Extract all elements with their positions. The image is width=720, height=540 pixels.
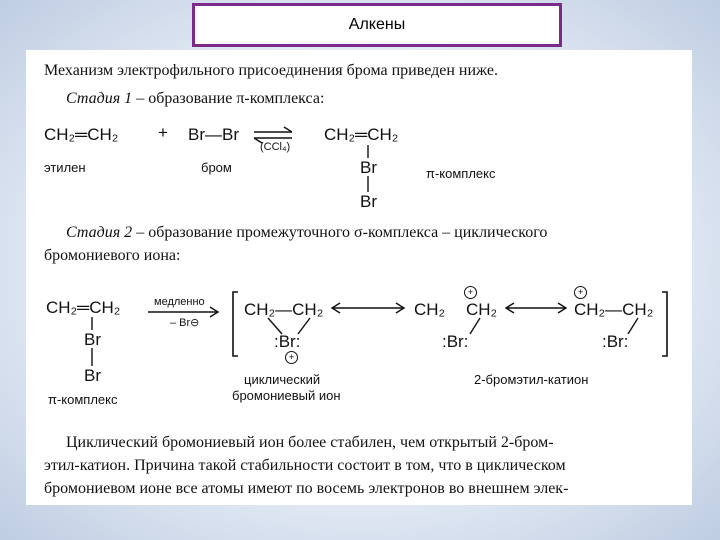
ethylene-label: этилен (44, 160, 86, 175)
cation1-c1: CH₂ (414, 300, 446, 319)
stage1-text: – образование π-комплекса: (132, 90, 325, 107)
cyclic-ion-carbons: CH₂—CH₂ (244, 300, 324, 319)
pi-complex-formula: CH₂═CH₂ (46, 298, 121, 317)
stage1-label: Стадия 1 (66, 90, 133, 107)
cyclic-ion-bromine: :Br: (274, 332, 301, 351)
solvent-label: (CCl₄) (260, 141, 291, 153)
footer-line-1: Циклический бромониевый ион более стабилен, чем открытый 2-бром- (66, 434, 554, 451)
stage2-text: – образование промежуточного σ-комплекса – циклического (132, 224, 548, 241)
slow-step-label: медленно (154, 296, 205, 308)
ethylene-formula: CH₂═CH₂ (44, 125, 119, 144)
cyclic-ion-caption-2: бромониевый ион (232, 388, 341, 403)
pi-complex-br1: Br (360, 158, 377, 177)
pi-complex-product: CH₂═CH₂ (324, 125, 399, 144)
textbook-scan (26, 50, 692, 505)
plus-sign: + (158, 123, 168, 142)
stage2-continuation: бромониевого иона: (44, 247, 181, 264)
pi-complex-br-lower: Br (84, 366, 101, 385)
pi-complex-br2: Br (360, 192, 377, 211)
slide-title: Алкены (348, 16, 406, 33)
bromoethyl-cation-caption: 2-бромэтил-катион (474, 372, 589, 387)
intro-sentence: Механизм электрофильного присоединения брома приведен ниже. (44, 62, 498, 79)
cyclic-positive-charge: + (285, 351, 298, 364)
stage2-label: Стадия 2 (66, 224, 133, 241)
pi-complex-br-upper: Br (84, 330, 101, 349)
bromine-formula: Br—Br (188, 125, 239, 144)
bromine-label: бром (201, 160, 232, 175)
footer-line-3: бромониевом ионе все атомы имеют по восемь электронов во внешнем элек- (44, 480, 569, 497)
stage1-heading (66, 90, 324, 108)
cation2-positive-charge: + (574, 286, 587, 299)
cation1-bromine: :Br: (442, 332, 469, 351)
pi-complex-label: π-комплекс (426, 166, 496, 181)
cation2-carbons: CH₂—CH₂ (574, 300, 654, 319)
cyclic-ion-caption-1: циклический (244, 372, 321, 387)
cation1-positive-charge: + (464, 286, 477, 299)
bromide-loss-label: – Br⊖ (170, 317, 200, 329)
pi-complex-caption: π-комплекс (48, 392, 118, 407)
cation2-bromine: :Br: (602, 332, 629, 351)
cation1-c2: CH₂ (466, 300, 498, 319)
slide-title-box (192, 3, 562, 47)
footer-line-2: этил-катион. Причина такой стабильности состоит в том, что в циклическом (44, 457, 566, 474)
stage2-heading (66, 224, 547, 242)
